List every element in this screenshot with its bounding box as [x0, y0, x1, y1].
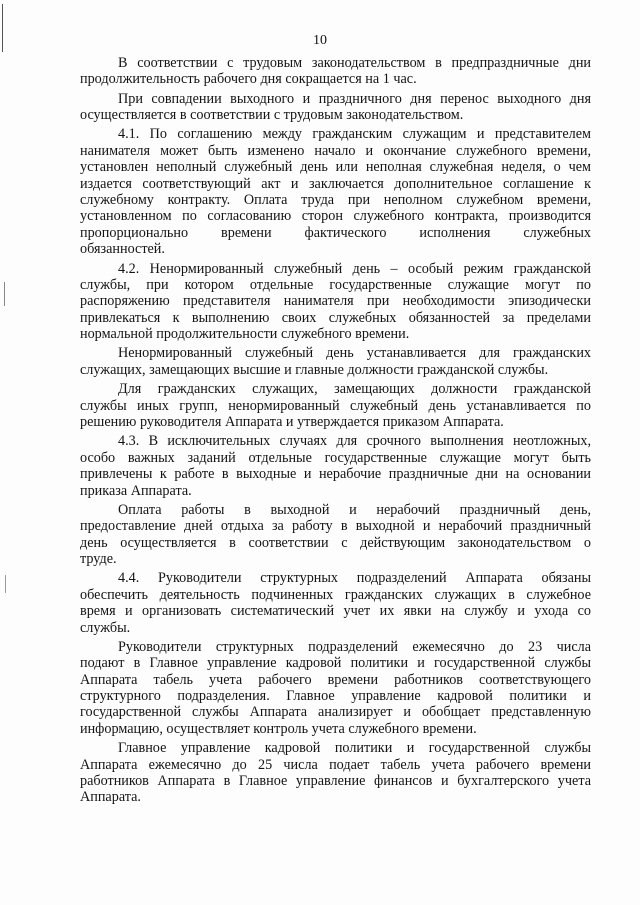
text-line: осуществляется в соответствии с трудовым законодательством. [80, 107, 464, 124]
text-line: установлен неполный служебный день или неполная служебная неделя, о чем [80, 159, 591, 176]
text-line: Главное управление кадровой политики и государственной службы [118, 740, 591, 757]
text-line: Аппарата ежемесячно до 25 числа подает табель учета рабочего времени [80, 756, 591, 773]
text-line: Ненормированный служебный день устанавливается для гражданских [118, 345, 591, 362]
text-line: Аппарата. [80, 789, 141, 806]
text-line: службы иных групп, ненормированный служебный день устанавливается по [80, 397, 591, 414]
text-line: В соответствии с трудовым законодательством в предпраздничные дни [118, 55, 591, 71]
text-line: пропорционально времени фактического исполнения служебных [80, 224, 591, 241]
text-line: государственной службы Аппарата анализирует и обобщает представленную [80, 704, 591, 721]
text-line: служащих, замещающих высшие и главные должности гражданской службы. [80, 361, 549, 378]
paragraph [80, 345, 591, 378]
text-line: 4.1. По соглашению между гражданским служащим и представителем [118, 126, 591, 143]
paragraph [80, 261, 591, 343]
text-line: Аппарата табель учета рабочего времени работников соответствующего [80, 671, 591, 688]
text-line: издается соответствующий акт и заключается дополнительное соглашение к [80, 175, 591, 192]
text-line: привлечены к работе в выходные и нерабочие праздничные дни на основании [80, 466, 591, 483]
text-line: день осуществляется в соответствии с действующим законодательством о [80, 534, 591, 551]
paragraph [80, 381, 591, 430]
paragraph [80, 55, 591, 88]
text-line: При совпадении выходного и праздничного дня перенос выходного дня [118, 90, 591, 107]
paragraph [80, 126, 591, 257]
text-line: нанимателя может быть изменено начало и окончание служебного времени, [80, 142, 591, 159]
text-line: службы. [80, 619, 131, 636]
text-line: установленном по согласованию сторон служебного контракта, производится [80, 208, 591, 225]
text-line: обеспечить деятельность подчиненных гражданских служащих в служебное [80, 586, 591, 603]
text-line: служебному контракту. Оплата труда при неполном служебном времени, [80, 192, 591, 209]
text-line: распоряжению представителя нанимателя при необходимости эпизодически [80, 293, 591, 310]
text-line: Оплата работы в выходной и нерабочий праздничный день, [118, 501, 591, 518]
text-line: решению руководителя Аппарата и утверждается приказом Аппарата. [80, 413, 504, 430]
paragraph [80, 433, 591, 499]
page-number: 10 [313, 33, 327, 48]
text-line: приказа Аппарата. [80, 482, 192, 499]
text-line: время и организовать систематический учет их явки на службу и ухода со [80, 603, 591, 620]
text-line: предоставление дней отдыха за работу в выходной и нерабочий праздничный [80, 518, 591, 535]
text-line: труде. [80, 551, 117, 568]
paragraph [80, 639, 591, 737]
scan-edge-mark-middle [4, 282, 5, 306]
text-line: 4.2. Ненормированный служебный день – особый режим гражданской [118, 260, 591, 277]
text-line: подают в Главное управление кадровой политики и государственной службы [80, 655, 591, 672]
paragraph [80, 570, 591, 636]
text-line: 4.3. В исключительных случаях для срочного выполнения неотложных, [118, 433, 591, 450]
paragraph [80, 740, 591, 806]
text-line: Руководители структурных подразделений ежемесячно до 23 числа [118, 638, 591, 655]
text-line: особо важных заданий отдельные государственные служащие могут быть [80, 449, 591, 466]
text-line: информацию, осуществляет контроль учета служебного времени. [80, 720, 477, 737]
document-body [80, 55, 591, 809]
text-line: продолжительность рабочего дня сокращается на 1 час. [80, 71, 417, 88]
text-line: структурного подразделения. Главное управление кадровой политики и [80, 688, 591, 705]
text-line: привлекаться к выполнению своих служебных обязанностей за пределами [80, 309, 591, 326]
text-line: работников Аппарата в Главное управление финансов и бухгалтерского учета [80, 772, 591, 789]
text-line: нормальной продолжительности служебного времени. [80, 326, 410, 343]
scan-edge-mark-lower [5, 575, 6, 593]
text-line: обязанностей. [80, 241, 165, 258]
text-line: Для гражданских служащих, замещающих должности гражданской [118, 381, 591, 398]
text-line: 4.4. Руководители структурных подразделений Аппарата обязаны [118, 570, 591, 587]
text-line: службы, при котором отдельные государственные служащие могут по [80, 276, 591, 293]
paragraph [80, 91, 591, 124]
paragraph [80, 502, 591, 568]
